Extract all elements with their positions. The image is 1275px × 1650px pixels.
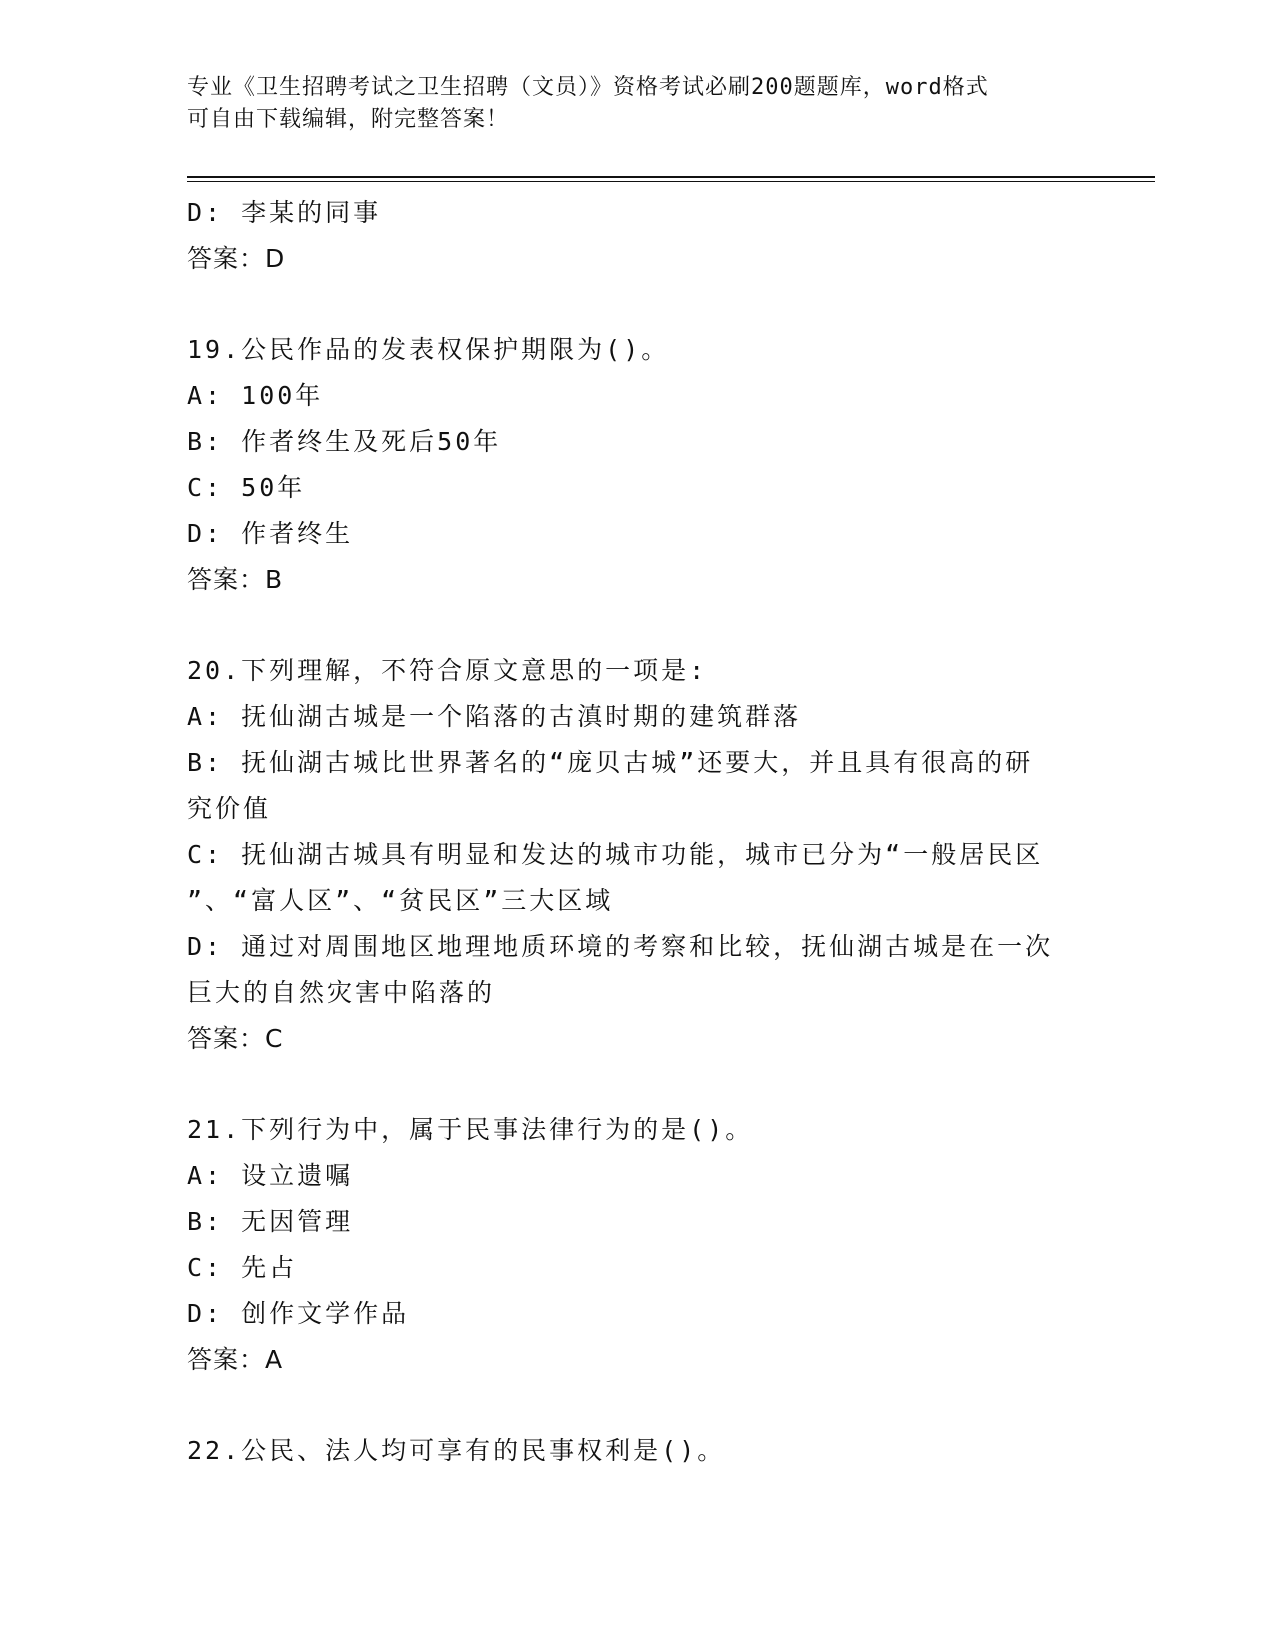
- option-a: A: 100年: [187, 381, 324, 410]
- question-18-tail: [187, 190, 1087, 282]
- option-c: C: 先占: [187, 1253, 298, 1282]
- question-19: [187, 327, 1087, 603]
- option-c: C: 50年: [187, 473, 306, 502]
- option-d: D: 作者终生: [187, 519, 354, 548]
- spacer: [187, 282, 1087, 327]
- option-d-line-2: 巨大的自然灾害中陷落的: [187, 978, 496, 1007]
- question-text: 19.公民作品的发表权保护期限为()。: [187, 335, 670, 364]
- option-a: A: 抚仙湖古城是一个陷落的古滇时期的建筑群落: [187, 702, 802, 731]
- spacer: [187, 1062, 1087, 1107]
- option-b-line-1: B: 抚仙湖古城比世界著名的“庞贝古城”还要大，并且具有很高的研: [187, 748, 1034, 777]
- spacer: [187, 603, 1087, 648]
- option-c-line-1: C: 抚仙湖古城具有明显和发达的城市功能，城市已分为“一般居民区: [187, 840, 1044, 869]
- option-d: D: 李某的同事: [187, 198, 382, 227]
- header-divider-thin: [187, 181, 1155, 182]
- question-22: [187, 1428, 1087, 1474]
- option-c-line-2: ”、“富人区”、“贫民区”三大区域: [187, 886, 614, 915]
- header-line-2: 可自由下载编辑，附完整答案！: [187, 107, 510, 132]
- answer-line: 答案：C: [187, 1024, 284, 1053]
- option-d: D: 创作文学作品: [187, 1299, 410, 1328]
- question-text: 20.下列理解，不符合原文意思的一项是:: [187, 656, 708, 685]
- option-b: B: 作者终生及死后50年: [187, 427, 502, 456]
- question-list: [187, 190, 1087, 1474]
- answer-line: 答案：A: [187, 1345, 284, 1374]
- header-line-1: 专业《卫生招聘考试之卫生招聘（文员）》资格考试必刷200题题库，word格式: [187, 75, 989, 100]
- answer-line: 答案：B: [187, 565, 284, 594]
- question-text: 21.下列行为中，属于民事法律行为的是()。: [187, 1115, 754, 1144]
- header-divider-thick: [187, 176, 1155, 178]
- document-header: [187, 72, 1067, 136]
- question-text: 22.公民、法人均可享有的民事权利是()。: [187, 1436, 726, 1465]
- answer-line: 答案：D: [187, 244, 286, 273]
- option-d-line-1: D: 通过对周围地区地理地质环境的考察和比较，抚仙湖古城是在一次: [187, 932, 1054, 961]
- spacer: [187, 1383, 1087, 1428]
- question-21: [187, 1107, 1087, 1383]
- option-b-line-2: 究价值: [187, 794, 272, 823]
- question-20: [187, 648, 1087, 1062]
- option-a: A: 设立遗嘱: [187, 1161, 354, 1190]
- option-b: B: 无因管理: [187, 1207, 354, 1236]
